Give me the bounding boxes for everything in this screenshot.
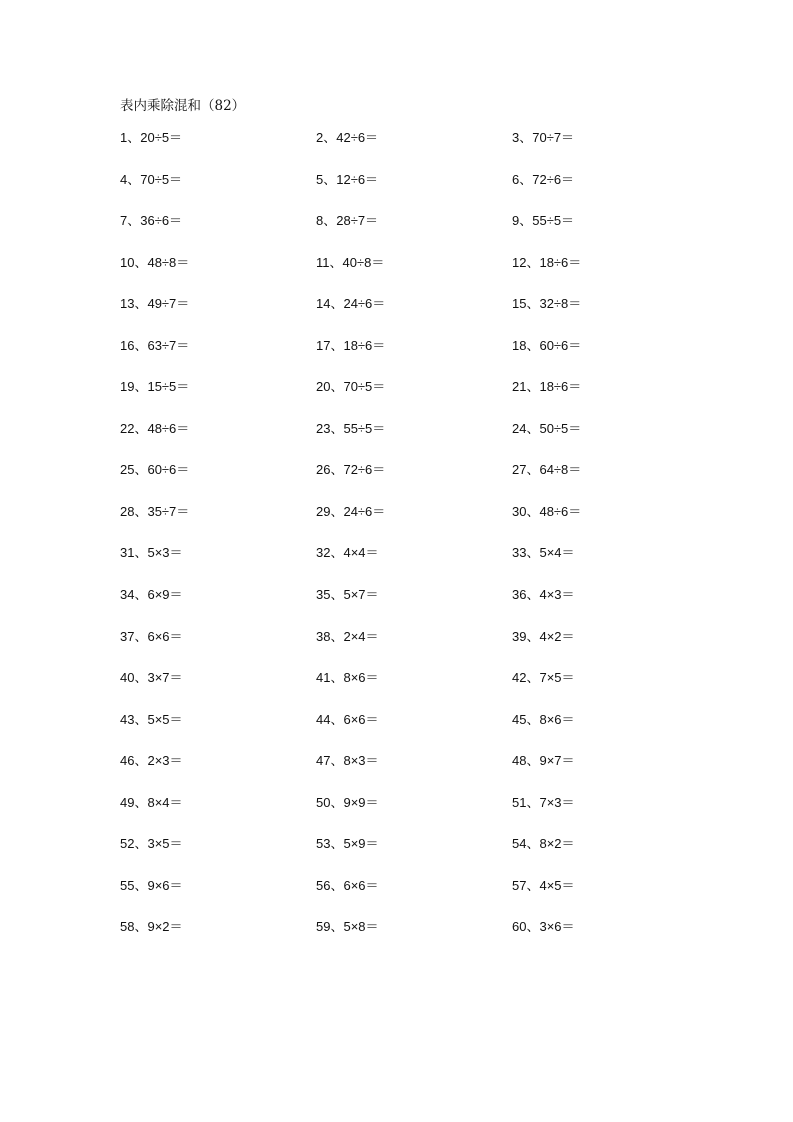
- problem-item: 24、50÷5＝: [512, 420, 582, 436]
- problem-item: 17、18÷6＝: [316, 337, 386, 353]
- problem-item: 34、6×9＝: [120, 587, 183, 603]
- problem-item: 38、2×4＝: [316, 628, 379, 644]
- problem-item: 26、72÷6＝: [316, 462, 386, 478]
- problem-item: 19、15÷5＝: [120, 379, 190, 395]
- problem-grid: [120, 129, 720, 960]
- problem-item: 60、3×6＝: [512, 919, 575, 935]
- problem-item: 15、32÷8＝: [512, 296, 582, 312]
- problem-item: 44、6×6＝: [316, 711, 379, 727]
- problem-item: 18、60÷6＝: [512, 337, 582, 353]
- problem-item: 39、4×2＝: [512, 628, 575, 644]
- problem-item: 29、24÷6＝: [316, 503, 386, 519]
- problem-item: 57、4×5＝: [512, 877, 575, 893]
- problem-item: 20、70÷5＝: [316, 379, 386, 395]
- problem-item: 8、28÷7＝: [316, 213, 379, 229]
- problem-item: 48、9×7＝: [512, 753, 575, 769]
- problem-item: 49、8×4＝: [120, 794, 183, 810]
- problem-item: 35、5×7＝: [316, 587, 379, 603]
- problem-item: 36、4×3＝: [512, 587, 575, 603]
- problem-item: 50、9×9＝: [316, 794, 379, 810]
- problem-item: 25、60÷6＝: [120, 462, 190, 478]
- problem-item: 28、35÷7＝: [120, 503, 190, 519]
- problem-item: 12、18÷6＝: [512, 254, 582, 270]
- problem-item: 32、4×4＝: [316, 545, 379, 561]
- problem-item: 40、3×7＝: [120, 670, 183, 686]
- problem-item: 11、40÷8＝: [316, 254, 385, 270]
- problem-item: 9、55÷5＝: [512, 213, 575, 229]
- problem-item: 58、9×2＝: [120, 919, 183, 935]
- problem-item: 45、8×6＝: [512, 711, 575, 727]
- problem-item: 16、63÷7＝: [120, 337, 190, 353]
- problem-item: 10、48÷8＝: [120, 254, 190, 270]
- problem-item: 14、24÷6＝: [316, 296, 386, 312]
- problem-item: 42、7×5＝: [512, 670, 575, 686]
- problem-item: 13、49÷7＝: [120, 296, 190, 312]
- problem-item: 47、8×3＝: [316, 753, 379, 769]
- problem-item: 22、48÷6＝: [120, 420, 190, 436]
- problem-item: 3、70÷7＝: [512, 130, 575, 145]
- problem-item: 2、42÷6＝: [316, 130, 379, 145]
- worksheet-title: 表内乘除混和（82）: [120, 98, 246, 114]
- problem-item: 51、7×3＝: [512, 794, 575, 810]
- problem-item: 59、5×8＝: [316, 919, 379, 935]
- problem-item: 23、55÷5＝: [316, 420, 386, 436]
- problem-item: 56、6×6＝: [316, 877, 379, 893]
- problem-item: 37、6×6＝: [120, 628, 183, 644]
- problem-item: 4、70÷5＝: [120, 171, 183, 187]
- problem-item: 54、8×2＝: [512, 836, 575, 852]
- problem-item: 1、20÷5＝: [120, 130, 183, 145]
- problem-item: 31、5×3＝: [120, 545, 183, 561]
- problem-item: 41、8×6＝: [316, 670, 379, 686]
- problem-item: 52、3×5＝: [120, 836, 183, 852]
- problem-item: 30、48÷6＝: [512, 503, 582, 519]
- problem-item: 46、2×3＝: [120, 753, 183, 769]
- problem-item: 43、5×5＝: [120, 711, 183, 727]
- problem-item: 55、9×6＝: [120, 877, 183, 893]
- problem-item: 21、18÷6＝: [512, 379, 582, 395]
- problem-item: 5、12÷6＝: [316, 171, 379, 187]
- problem-item: 27、64÷8＝: [512, 462, 582, 478]
- problem-item: 53、5×9＝: [316, 836, 379, 852]
- problem-item: 6、72÷6＝: [512, 171, 575, 187]
- problem-item: 33、5×4＝: [512, 545, 575, 561]
- problem-item: 7、36÷6＝: [120, 213, 183, 229]
